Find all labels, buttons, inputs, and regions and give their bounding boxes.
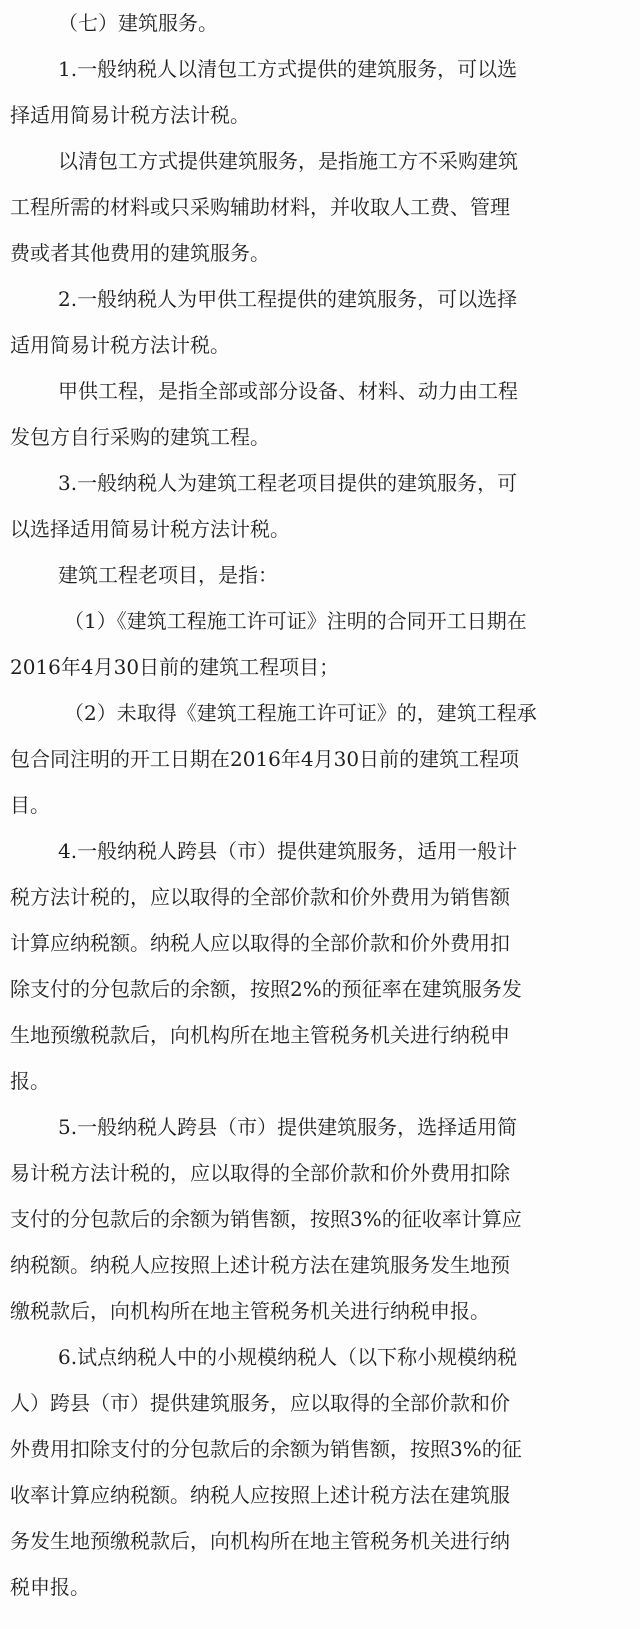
text-line: 收率计算应纳税额。纳税人应按照上述计税方法在建筑服 — [10, 1483, 510, 1507]
text-line: 除支付的分包款后的余额，按照2%的预征率在建筑服务发 — [10, 977, 522, 1001]
text-line: 建筑工程老项目，是指： — [58, 563, 278, 587]
text-line: 包合同注明的开工日期在2016年4月30日前的建筑工程项 — [10, 747, 520, 771]
text-line: 缴税款后，向机构所在地主管税务机关进行纳税申报。 — [10, 1299, 490, 1323]
text-line: 择适用简易计税方法计税。 — [10, 103, 250, 127]
text-line: 2.一般纳税人为甲供工程提供的建筑服务，可以选择 — [58, 287, 518, 311]
text-line: 5.一般纳税人跨县（市）提供建筑服务，选择适用简 — [58, 1115, 518, 1139]
text-line: 税申报。 — [10, 1575, 90, 1599]
text-line: 支付的分包款后的余额为销售额，按照3%的征收率计算应 — [10, 1207, 522, 1231]
text-line: 甲供工程，是指全部或部分设备、材料、动力由工程 — [58, 379, 518, 403]
text-line: 发包方自行采购的建筑工程。 — [10, 425, 270, 449]
text-line: 以清包工方式提供建筑服务，是指施工方不采购建筑 — [58, 149, 518, 173]
text-line: 目。 — [10, 793, 50, 817]
text-line: 易计税方法计税的，应以取得的全部价款和价外费用扣除 — [10, 1161, 510, 1185]
text-line: （2）未取得《建筑工程施工许可证》的，建筑工程承 — [64, 701, 537, 725]
text-line: 以选择适用简易计税方法计税。 — [10, 517, 290, 541]
text-line: 生地预缴税款后，向机构所在地主管税务机关进行纳税申 — [10, 1023, 510, 1047]
text-line: 税方法计税的，应以取得的全部价款和价外费用为销售额 — [10, 885, 510, 909]
text-line: 费或者其他费用的建筑服务。 — [10, 241, 270, 265]
text-line: 1.一般纳税人以清包工方式提供的建筑服务，可以选 — [58, 57, 518, 81]
text-line: 人）跨县（市）提供建筑服务，应以取得的全部价款和价 — [10, 1391, 510, 1415]
text-line: 适用简易计税方法计税。 — [10, 333, 230, 357]
text-line: 务发生地预缴税款后，向机构所在地主管税务机关进行纳 — [10, 1529, 510, 1553]
text-line: 外费用扣除支付的分包款后的余额为销售额，按照3%的征 — [10, 1437, 522, 1461]
text-line: 工程所需的材料或只采购辅助材料，并收取人工费、管理 — [10, 195, 510, 219]
text-line: 4.一般纳税人跨县（市）提供建筑服务，适用一般计 — [58, 839, 518, 863]
text-line: 3.一般纳税人为建筑工程老项目提供的建筑服务，可 — [58, 471, 518, 495]
text-line: （1）《建筑工程施工许可证》注明的合同开工日期在 — [64, 609, 527, 633]
text-line: 计算应纳税额。纳税人应以取得的全部价款和价外费用扣 — [10, 931, 510, 955]
text-line: 报。 — [10, 1069, 50, 1093]
text-line: 纳税额。纳税人应按照上述计税方法在建筑服务发生地预 — [10, 1253, 510, 1277]
text-line: 6.试点纳税人中的小规模纳税人（以下称小规模纳税 — [58, 1345, 518, 1369]
text-line: 2016年4月30日前的建筑工程项目； — [10, 655, 340, 679]
section-heading: （七）建筑服务。 — [58, 11, 218, 35]
